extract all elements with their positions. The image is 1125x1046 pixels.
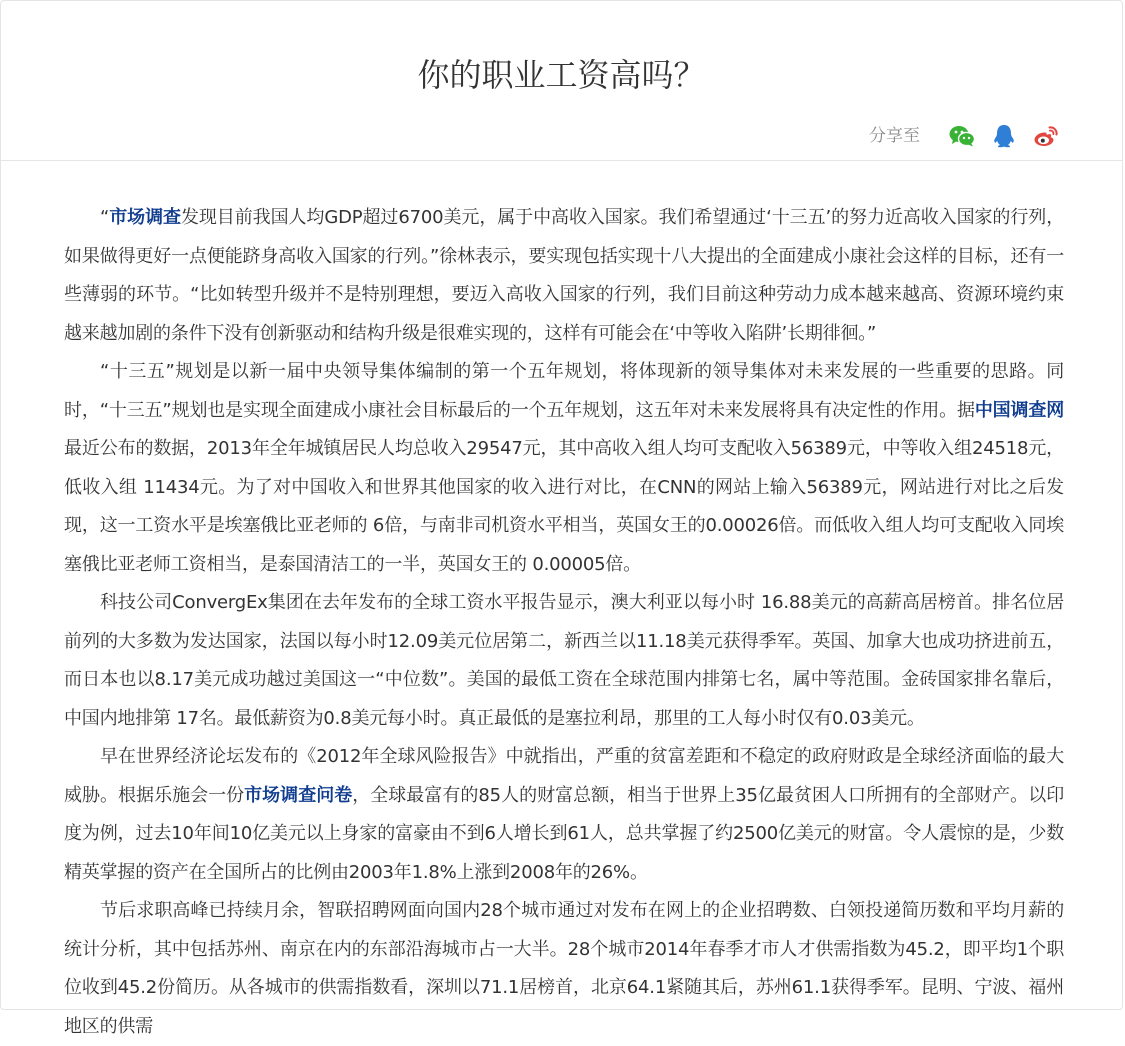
text-segment: 发现目前我国人均GDP超过6700美元，属于中高收入国家。我们希望通过‘十三五’的努力近高收入国家的行列，如果做得更好一点便能跻身高收入国家的行列。”徐林表示，要实现包括实现十八大提出的全面建成小康社会这样的目标，还有一些薄弱的环节。“比如转型升级并不是特别理想，要迈入高收入国家的行列，我们目前这种劳动力成本越来越高、资源环境约束越来越加剧的条件下没有创新驱动和结构升级是很难实现的，这样有可能会在‘中等收入陷阱’长期徘徊。” — [64, 207, 1064, 344]
text-segment: 科技公司ConvergEx集团在去年发布的全球工资水平报告显示，澳大利亚以每小时 16.88美元的高薪高居榜首。排名位居前列的大多数为发达国家，法国以每小时12.09美元位居第二，新西兰以11.18美元获得季军。英国、加拿大也成功挤进前五，而日本也以8.17美元成功越过美国这一“中位数”。美国的最低工资在全球范围内排第七名，属中等范围。金砖国家排名靠后，中国内地排第 17名。最低薪资为0.8美元每小时。真正最低的是塞拉利昂，那里的工人每小时仅有0.03美元。 — [64, 592, 1064, 729]
article-body — [64, 199, 1064, 1046]
page-title: 你的职业工资高吗？ — [417, 56, 706, 94]
share-bar — [869, 121, 1060, 151]
text-segment: 最近公布的数据，2013年全年城镇居民人均总收入29547元，其中高收入组人均可支配收入56389元，中等收入组24518元，低收入组 11434元。为了对中国收入和世界其他国家的收入进行对比，在CNN的网站上输入56389元，网站进行对比之后发现，这一工资水平是埃塞俄比亚老师的 6倍，与南非司机资水平相当，英国女王的0.00026倍。而低收入组人均可支配收入同埃塞俄比亚老师工资相当，是泰国清洁工的一半，英国女王的 0.00005倍。 — [64, 438, 1064, 575]
text-segment: 节后求职高峰已持续月余，智联招聘网面向国内28个城市通过对发布在网上的企业招聘数、白领投递简历数和平均月薪的统计分析，其中包括苏州、南京在内的东部沿海城市占一大半。28个城市2014年春季才市人才供需指数为45.2，即平均1个职位收到45.2份简历。从各城市的供需指数看，深圳以71.1居榜首，北京64.1紧随其后，苏州61.1获得季军。昆明、宁波、福州地区的供需 — [64, 900, 1064, 1037]
paragraph-2 — [64, 353, 1064, 584]
qq-icon[interactable] — [990, 122, 1018, 150]
weibo-icon[interactable] — [1032, 122, 1060, 150]
text-segment: “十三五”规划是以新一届中央领导集体编制的第一个五年规划，将体现新的领导集体对未来发展的一些重要的思路。同时，“十三五”规划也是实现全面建成小康社会目标最后的一个五年规划，这五年对未来发展将具有决定性的作用。据 — [64, 361, 1064, 421]
text-segment: “ — [100, 207, 110, 228]
paragraph-4 — [64, 738, 1064, 892]
china-survey-link[interactable]: 中国调查网 — [974, 399, 1065, 421]
wechat-icon[interactable] — [948, 122, 976, 150]
text-segment: ，全球最富有的85人的财富总额，相当于世界上35亿最贫困人口所拥有的全部财产。以印度为例，过去10年间10亿美元以上身家的富豪由不到6人增长到61人，总共掌握了约2500亿美元的财富。令人震惊的是，少数精英掌握的资产在全国所占的比例由2003年1.8%上涨到2008年的26%。 — [64, 784, 1065, 883]
paragraph-1 — [64, 199, 1064, 353]
market-survey-link[interactable]: 市场调查 — [109, 207, 181, 228]
questionnaire-link[interactable]: 市场调查问卷 — [244, 784, 353, 806]
paragraph-3 — [64, 584, 1064, 738]
article-header — [1, 1, 1122, 161]
paragraph-5 — [64, 892, 1064, 1046]
text-segment: 早在世界经济论坛发布的《2012年全球风险报告》中就指出，严重的贫富差距和不稳定的政府财政是全球经济面临的最大威胁。根据乐施会一份 — [64, 746, 1064, 806]
share-label: 分享至 — [869, 126, 920, 146]
